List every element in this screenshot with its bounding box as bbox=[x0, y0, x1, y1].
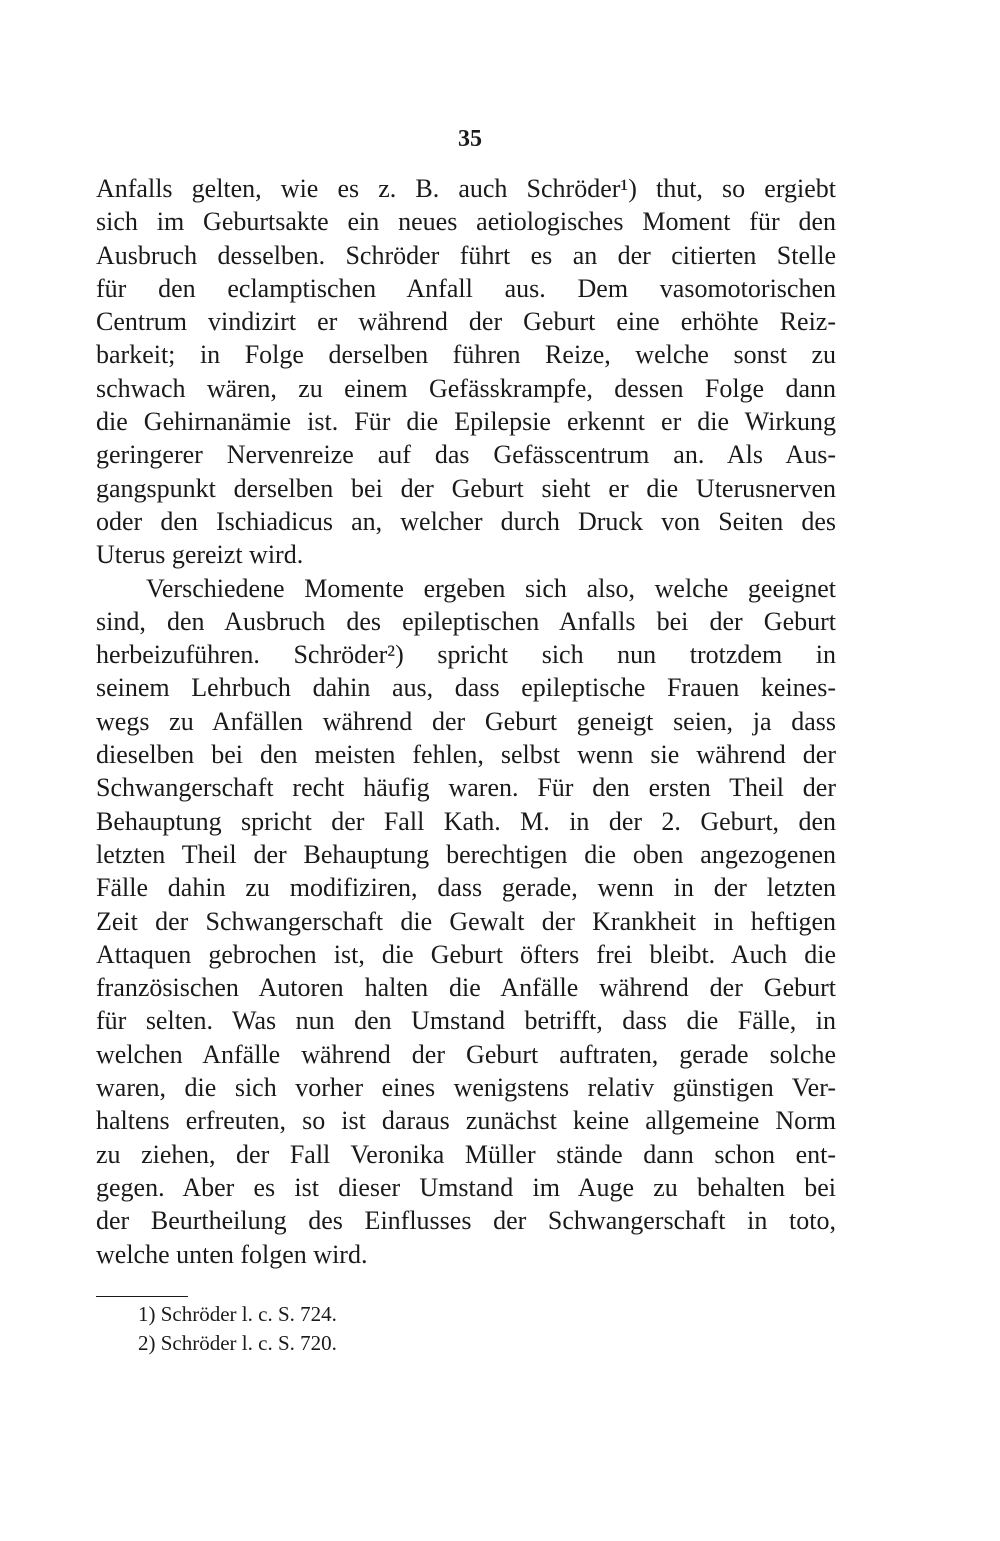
text-line: welchen Anfälle während der Geburt auftraten, gerade solche bbox=[96, 1039, 836, 1069]
text-line: Behauptung spricht der Fall Kath. M. in der 2. Geburt, den bbox=[96, 806, 836, 836]
text-line: Verschiedene Momente ergeben sich also, welche geeignet bbox=[146, 573, 836, 603]
text-line: wegs zu Anfällen während der Geburt geneigt seien, ja dass bbox=[96, 706, 836, 736]
text-line: waren, die sich vorher eines wenigstens relativ günstigen Ver- bbox=[96, 1073, 836, 1103]
text-line: welche unten folgen wird. bbox=[96, 1239, 368, 1269]
text-line: Attaquen gebrochen ist, die Geburt öfters frei bleibt. Auch die bbox=[96, 939, 836, 969]
text-line: zu ziehen, der Fall Veronika Müller stände dann schon ent- bbox=[96, 1139, 836, 1169]
text-line: gangspunkt derselben bei der Geburt sieht er die Uterusnerven bbox=[96, 473, 836, 503]
text-line: Uterus gereizt wird. bbox=[96, 540, 304, 570]
text-line: Centrum vindizirt er während der Geburt eine erhöhte Reiz- bbox=[96, 307, 836, 337]
text-line: französischen Autoren halten die Anfälle während der Geburt bbox=[96, 973, 836, 1003]
text-line: letzten Theil der Behauptung berechtigen die oben angezogenen bbox=[96, 839, 836, 869]
footnote: 2) Schröder l. c. S. 720. bbox=[138, 1331, 337, 1355]
text-line: Zeit der Schwangerschaft die Gewalt der Krankheit in heftigen bbox=[96, 906, 836, 936]
body-text bbox=[96, 172, 836, 1271]
footnotes bbox=[138, 1300, 538, 1358]
text-line: für den eclamptischen Anfall aus. Dem vasomotorischen bbox=[96, 273, 836, 303]
text-line: haltens erfreuten, so ist daraus zunächst keine allgemeine Norm bbox=[96, 1106, 836, 1136]
text-line: schwach wären, zu einem Gefässkrampfe, dessen Folge dann bbox=[96, 373, 836, 403]
text-line: gegen. Aber es ist dieser Umstand im Auge zu behalten bei bbox=[96, 1172, 836, 1202]
text-line: oder den Ischiadicus an, welcher durch Druck von Seiten des bbox=[96, 506, 836, 536]
text-line: herbeizuführen. Schröder²) spricht sich nun trotzdem in bbox=[96, 640, 836, 670]
text-line: für selten. Was nun den Umstand betrifft, dass die Fälle, in bbox=[96, 1006, 836, 1036]
text-line: der Beurtheilung des Einflusses der Schwangerschaft in toto, bbox=[96, 1206, 836, 1236]
text-line: sind, den Ausbruch des epileptischen Anfalls bei der Geburt bbox=[96, 606, 836, 636]
text-line: Anfalls gelten, wie es z. B. auch Schröder¹) thut, so ergiebt bbox=[96, 174, 836, 203]
text-line: seinem Lehrbuch dahin aus, dass epileptische Frauen keines- bbox=[96, 673, 836, 703]
text-line: dieselben bei den meisten fehlen, selbst wenn sie während der bbox=[96, 740, 836, 770]
footnote-rule bbox=[96, 1296, 188, 1297]
text-line: die Gehirnanämie ist. Für die Epilepsie erkennt er die Wirkung bbox=[96, 407, 836, 437]
text-line: geringerer Nervenreize auf das Gefässcentrum an. Als Aus- bbox=[96, 440, 836, 470]
text-line: barkeit; in Folge derselben führen Reize, welche sonst zu bbox=[96, 340, 836, 370]
page-number: 35 bbox=[458, 126, 482, 152]
text-line: Fälle dahin zu modifiziren, dass gerade, wenn in der letzten bbox=[96, 873, 836, 903]
text-line: Schwangerschaft recht häufig waren. Für den ersten Theil der bbox=[96, 773, 836, 803]
footnote: 1) Schröder l. c. S. 724. bbox=[138, 1302, 337, 1326]
text-line: Ausbruch desselben. Schröder führt es an der citierten Stelle bbox=[96, 240, 836, 270]
text-line: sich im Geburtsakte ein neues aetiologisches Moment für den bbox=[96, 207, 836, 237]
